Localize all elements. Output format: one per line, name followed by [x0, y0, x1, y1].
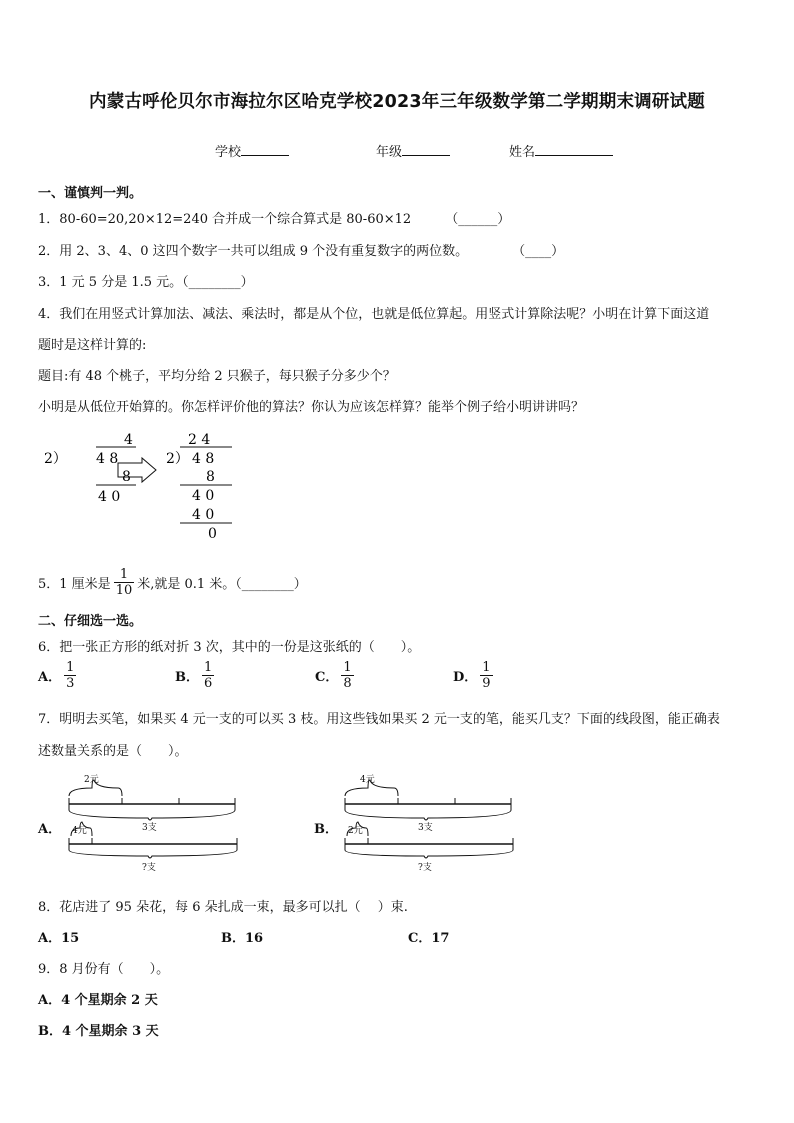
option-label: B．: [175, 670, 199, 685]
question-9-option-b[interactable]: B．4 个星期余 3 天: [38, 1024, 159, 1039]
right-remainder: 0: [208, 526, 217, 542]
question-4-line-2: 题时是这样计算的:: [38, 338, 147, 353]
school-label: 学校: [215, 145, 242, 160]
fraction-denominator: 3: [66, 676, 75, 691]
name-blank[interactable]: [535, 143, 613, 156]
diagram-a-mid-label: 3支: [142, 823, 157, 833]
question-1-answer[interactable]: （______）: [445, 212, 511, 227]
right-divisor: 2）: [166, 451, 189, 467]
fraction-numerator: 1: [66, 660, 75, 675]
diagram-a-bottom-label: ?支: [142, 863, 156, 873]
question-6-option-a[interactable]: [38, 660, 79, 691]
school-blank[interactable]: [241, 143, 289, 156]
question-4-line-4: 小明是从低位开始算的。你怎样评价他的算法？你认为应该怎样算？能举个例子给小明讲讲吗？: [38, 400, 585, 415]
grade-field: [376, 141, 450, 160]
fraction-denominator: 6: [204, 676, 213, 691]
option-label: A．: [38, 670, 62, 685]
name-label: 姓名: [509, 145, 536, 160]
fraction-denominator: 9: [482, 676, 491, 691]
left-quotient: 4: [124, 432, 133, 448]
grade-label: 年级: [376, 145, 403, 160]
question-6: 6．把一张正方形的纸对折 3 次，其中的一份是这张纸的（ ）。: [38, 640, 421, 655]
fraction-numerator: 1: [119, 567, 129, 582]
question-6-option-c[interactable]: [315, 660, 357, 691]
question-6-option-d[interactable]: [453, 660, 496, 691]
fraction-denominator: 8: [343, 676, 352, 691]
question-5-pre: 5．1 厘米是: [38, 577, 111, 592]
question-7-line-2: 述数量关系的是（ ）。: [38, 744, 188, 759]
question-6-option-b[interactable]: [175, 660, 217, 691]
question-2-text: 2．用 2、3、4、0 这四个数字一共可以组成 9 个没有重复数字的两位数。: [38, 244, 469, 259]
segment-diagram-a: [62, 770, 242, 880]
diagram-a-top-label: 2元: [84, 775, 99, 785]
question-8-option-c[interactable]: C．17: [408, 931, 450, 946]
option-label: D．: [453, 670, 478, 685]
option-label: C．: [315, 670, 339, 685]
left-divisor: 2）: [44, 451, 67, 467]
division-diagrams: [38, 428, 278, 546]
right-quotient: 2 4: [188, 432, 211, 448]
question-2-answer[interactable]: （____）: [512, 244, 565, 259]
left-dividend: 4 8: [96, 451, 119, 467]
question-2: [38, 240, 564, 259]
left-remainder: 4 0: [98, 489, 121, 505]
question-5-post: 米,就是 0.1 米。（________）: [137, 577, 307, 592]
right-step-3: 4 0: [192, 507, 215, 523]
section-2-heading: 二、仔细选一选。: [38, 614, 143, 629]
question-5-fraction: [114, 567, 135, 598]
question-4-line-3: 题目:有 48 个桃子，平均分给 2 只猴子，每只猴子分多少个？: [38, 369, 396, 384]
section-1-heading: 一、谨慎判一判。: [38, 186, 143, 201]
question-7-option-a-label[interactable]: A．: [38, 822, 62, 837]
right-dividend: 4 8: [192, 451, 215, 467]
fraction-numerator: 1: [204, 660, 213, 675]
page-title: 内蒙古呼伦贝尔市海拉尔区哈克学校2023年三年级数学第二学期期末调研试题: [89, 92, 705, 112]
right-step-2: 4 0: [192, 488, 215, 504]
question-9: 9．8 月份有（ ）。: [38, 962, 170, 977]
segment-diagram-b: [338, 770, 518, 880]
left-step: 8: [122, 469, 131, 485]
question-7-option-b-label[interactable]: B．: [314, 822, 338, 837]
diagram-b-mid-label: 3支: [418, 823, 433, 833]
fraction-numerator: 1: [343, 660, 352, 675]
school-field: [215, 141, 289, 160]
question-8-option-a[interactable]: A．15: [38, 931, 80, 946]
question-8: 8．花店进了 95 朵花，每 6 朵扎成一束，最多可以扎（ ）束.: [38, 900, 408, 915]
question-5: [38, 567, 307, 598]
fraction-numerator: 1: [482, 660, 491, 675]
question-3: 3．1 元 5 分是 1.5 元。（________）: [38, 275, 254, 290]
question-7-line-1: 7．明明去买笔，如果买 4 元一支的可以买 3 枝。用这些钱如果买 2 元一支的笔，能买几支？下面的线段图，能正确表: [38, 712, 720, 727]
question-9-option-a[interactable]: A．4 个星期余 2 天: [38, 993, 158, 1008]
grade-blank[interactable]: [402, 143, 450, 156]
diagram-b-top-label: 4元: [360, 775, 375, 785]
question-1: [38, 208, 510, 227]
diagram-a-bottom-top-label: 4元: [72, 826, 87, 836]
diagram-b-bottom-label: ?支: [418, 863, 432, 873]
fraction-denominator: 10: [115, 583, 133, 598]
question-8-option-b[interactable]: B．16: [221, 931, 264, 946]
question-1-text: 1．80-60=20,20×12=240 合并成一个综合算式是 80-60×12: [38, 212, 412, 227]
diagram-b-bottom-top-label: 2元: [348, 826, 363, 836]
right-step-1: 8: [206, 469, 215, 485]
question-4-line-1: 4．我们在用竖式计算加法、减法、乘法时，都是从个位，也就是低位算起。用竖式计算除法呢？小明在计算下面这道: [38, 307, 710, 322]
name-field: [509, 141, 613, 160]
